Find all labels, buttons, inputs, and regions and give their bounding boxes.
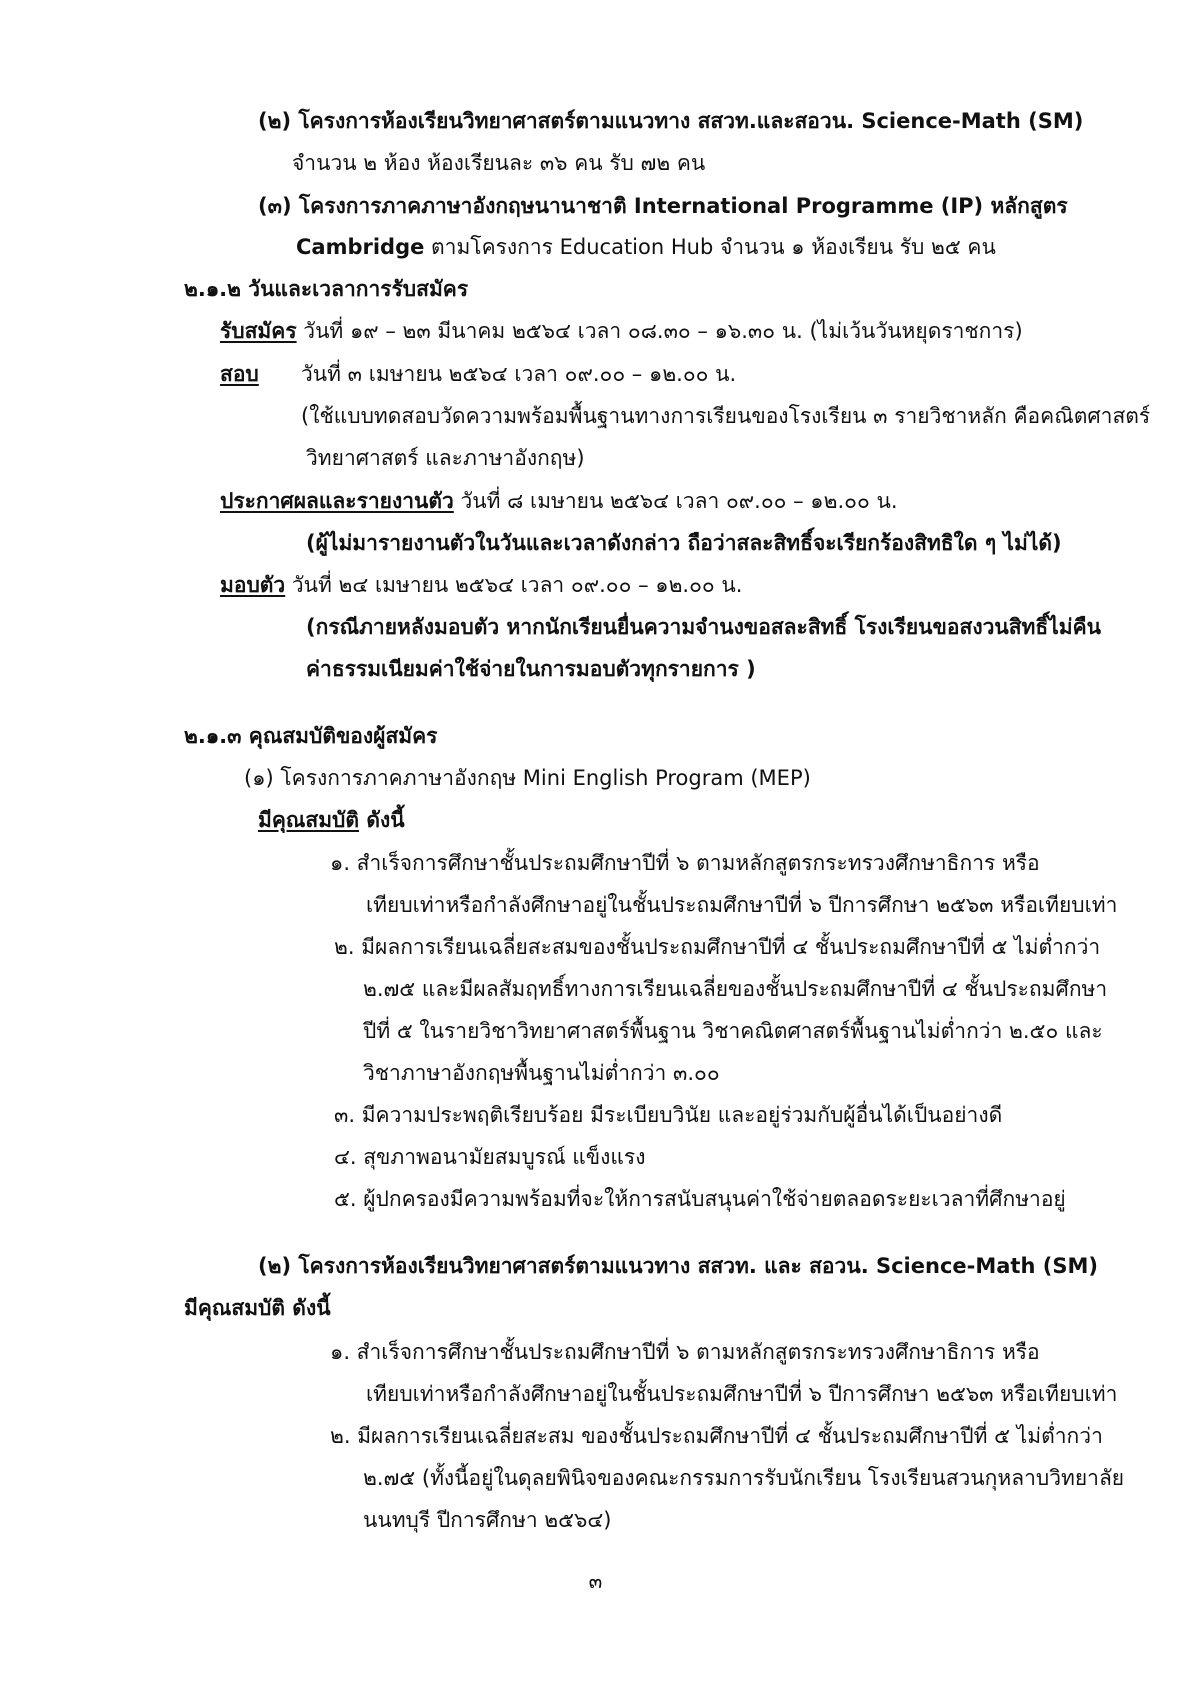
enrollment-label: มอบตัว [220, 573, 286, 597]
mep-item-1-line-1: ๑. สำเร็จการศึกษาชั้นประถมศึกษาปีที่ ๖ ตามหลักสูตรกระทรวงศึกษาธิการ หรือ [330, 851, 1040, 875]
mep-item-1-line-2: เทียบเท่าหรือกำลังศึกษาอยู่ในชั้นประถมศึกษาปีที่ ๖ ปีการศึกษา ๒๕๖๓ หรือเทียบเท่า [366, 893, 1118, 917]
sm-qualifications-heading: (๒) โครงการห้องเรียนวิทยาศาสตร์ตามแนวทาง สสวท. และ สอวน. Science-Math (SM) [258, 1254, 1098, 1278]
page-number: ๓ [588, 1569, 603, 1593]
exam-note-line-1: (ใช้แบบทดสอบวัดความพร้อมพื้นฐานทางการเรียนของโรงเรียน ๓ รายวิชาหลัก คือคณิตศาสตร์ [301, 404, 1151, 428]
application-date-text: วันที่ ๑๙ – ๒๓ มีนาคม ๒๕๖๔ เวลา ๐๘.๓๐ – ๑๖.๓๐ น. (ไม่เว้นวันหยุดราชการ) [296, 319, 1023, 343]
exam-note-line-2: วิทยาศาสตร์ และภาษาอังกฤษ) [306, 446, 585, 470]
mep-program-heading: (๑) โครงการภาคภาษาอังกฤษ Mini English Program (MEP) [244, 766, 811, 790]
sm-qualifications-label: มีคุณสมบัติ ดังนี้ [184, 1296, 331, 1320]
mep-item-2-line-3: ปีที่ ๕ ในรายวิชาวิทยาศาสตร์พื้นฐาน วิชาคณิตศาสตร์พื้นฐานไม่ต่ำกว่า ๒.๕๐ และ [363, 1019, 1103, 1043]
enrollment-dates [220, 571, 742, 599]
sm-item-2-line-2: ๒.๗๕ (ทั้งนี้อยู่ในดุลยพินิจของคณะกรรมการรับนักเรียน โรงเรียนสวนกุหลาบวิทยาลัย [363, 1466, 1125, 1490]
results-announcement [220, 487, 898, 515]
enrollment-note-line-1: (กรณีภายหลังมอบตัว หากนักเรียนยื่นความจำนงขอสละสิทธิ์ โรงเรียนขอสงวนสิทธิ์ไม่คืน [306, 615, 1102, 639]
application-dates [220, 317, 1023, 345]
ip-program-heading: (๓) โครงการภาคภาษาอังกฤษนานาชาติ International Programme (IP) หลักสูตร [258, 194, 1068, 218]
mep-qualifications-suffix: ดังนี้ [359, 808, 405, 832]
sm-item-2-line-3: นนทบุรี ปีการศึกษา ๒๕๖๔) [363, 1508, 612, 1532]
enrollment-date-text: วันที่ ๒๔ เมษายน ๒๕๖๔ เวลา ๐๙.๐๐ – ๑๒.๐๐ น. [285, 573, 743, 597]
mep-qualifications-label: มีคุณสมบัติ [258, 808, 360, 832]
cambridge-label: Cambridge [296, 235, 425, 259]
exam-label: สอบ [220, 362, 259, 386]
application-label: รับสมัคร [220, 319, 297, 343]
mep-item-2-line-2: ๒.๗๕ และมีผลสัมฤทธิ์ทางการเรียนเฉลี่ยของชั้นประถมศึกษาปีที่ ๔ ชั้นประถมศึกษา [363, 977, 1108, 1001]
results-label: ประกาศผลและรายงานตัว [220, 489, 454, 513]
results-note: (ผู้ไม่มารายงานตัวในวันและเวลาดังกล่าว ถือว่าสละสิทธิ์จะเรียกร้องสิทธิใด ๆ ไม่ได้) [306, 531, 1062, 555]
section-2-1-2-heading: ๒.๑.๒ วันและเวลาการรับสมัคร [184, 277, 469, 301]
mep-qualifications [258, 806, 405, 834]
mep-item-5: ๕. ผู้ปกครองมีความพร้อมที่จะให้การสนับสนุนค่าใช้จ่ายตลอดระยะเวลาที่ศึกษาอยู่ [334, 1187, 1066, 1211]
section-2-1-3-heading: ๒.๑.๓ คุณสมบัติของผู้สมัคร [184, 724, 438, 748]
sm-program-capacity: จำนวน ๒ ห้อง ห้องเรียนละ ๓๖ คน รับ ๗๒ คน [292, 151, 706, 175]
mep-item-4: ๔. สุขภาพอนามัยสมบูรณ์ แข็งแรง [334, 1145, 646, 1169]
mep-item-2-line-1: ๒. มีผลการเรียนเฉลี่ยสะสมของชั้นประถมศึกษาปีที่ ๔ ชั้นประถมศึกษาปีที่ ๕ ไม่ต่ำกว่า [334, 935, 1101, 959]
sm-item-2-line-1: ๒. มีผลการเรียนเฉลี่ยสะสม ของชั้นประถมศึกษาปีที่ ๔ ชั้นประถมศึกษาปีที่ ๕ ไม่ต่ำกว่า [330, 1424, 1103, 1448]
results-date-text: วันที่ ๘ เมษายน ๒๕๖๔ เวลา ๐๙.๐๐ – ๑๒.๐๐ น. [453, 489, 898, 513]
ip-program-detail [296, 233, 996, 261]
sm-item-1-line-1: ๑. สำเร็จการศึกษาชั้นประถมศึกษาปีที่ ๖ ตามหลักสูตรกระทรวงศึกษาธิการ หรือ [330, 1340, 1040, 1364]
enrollment-note-line-2: ค่าธรรมเนียมค่าใช้จ่ายในการมอบตัวทุกรายการ ) [306, 657, 756, 681]
ip-program-capacity: ตามโครงการ Education Hub จำนวน ๑ ห้องเรียน รับ ๒๕ คน [424, 235, 996, 259]
sm-item-1-line-2: เทียบเท่าหรือกำลังศึกษาอยู่ในชั้นประถมศึกษาปีที่ ๖ ปีการศึกษา ๒๕๖๓ หรือเทียบเท่า [366, 1382, 1118, 1406]
mep-item-2-line-4: วิชาภาษาอังกฤษพื้นฐานไม่ต่ำกว่า ๓.๐๐ [363, 1061, 720, 1085]
sm-program-heading: (๒) โครงการห้องเรียนวิทยาศาสตร์ตามแนวทาง สสวท.และสอวน. Science-Math (SM) [258, 109, 1084, 133]
mep-item-3: ๓. มีความประพฤติเรียบร้อย มีระเบียบวินัย และอยู่ร่วมกับผู้อื่นได้เป็นอย่างดี [334, 1103, 1003, 1127]
exam-date-text: วันที่ ๓ เมษายน ๒๕๖๔ เวลา ๐๙.๐๐ – ๑๒.๐๐ น. [301, 362, 737, 386]
